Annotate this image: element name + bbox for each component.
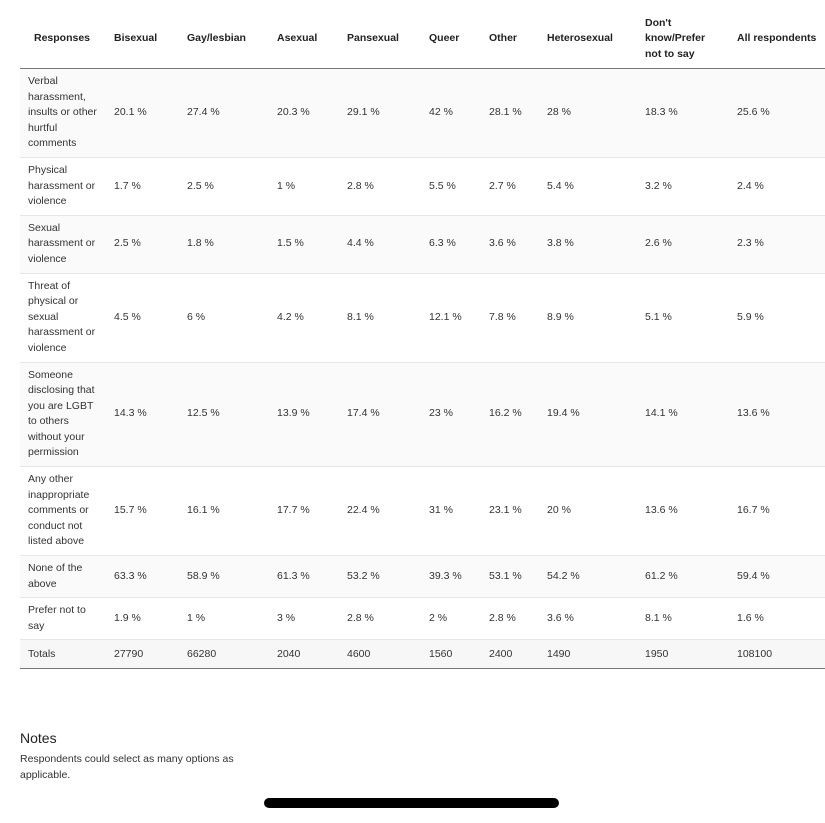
table-cell: 61.2 % [637, 556, 729, 598]
table-cell: 5.4 % [539, 157, 637, 215]
table-cell: 23 % [421, 362, 481, 467]
row-label: Someone disclosing that you are LGBT to others without your permission [20, 362, 106, 467]
totals-cell: 66280 [179, 640, 269, 669]
table-cell: 20 % [539, 467, 637, 556]
table-cell: 28.1 % [481, 69, 539, 158]
table-cell: 17.7 % [269, 467, 339, 556]
table-cell: 2.8 % [339, 598, 421, 640]
table-cell: 8.1 % [637, 598, 729, 640]
table-cell: 16.2 % [481, 362, 539, 467]
table-cell: 3.8 % [539, 215, 637, 273]
table-cell: 28 % [539, 69, 637, 158]
totals-label: Totals [20, 640, 106, 669]
totals-row [20, 640, 825, 669]
home-indicator[interactable] [264, 798, 559, 808]
table-cell: 59.4 % [729, 556, 825, 598]
table-cell: 2.3 % [729, 215, 825, 273]
row-label: Physical harassment or violence [20, 157, 106, 215]
row-label: Prefer not to say [20, 598, 106, 640]
table-cell: 42 % [421, 69, 481, 158]
table-cell: 14.1 % [637, 362, 729, 467]
table-cell: 1.5 % [269, 215, 339, 273]
totals-cell: 1490 [539, 640, 637, 669]
table-row [20, 69, 825, 158]
table-cell: 1.6 % [729, 598, 825, 640]
table-cell: 20.1 % [106, 69, 179, 158]
table-cell: 58.9 % [179, 556, 269, 598]
totals-cell: 4600 [339, 640, 421, 669]
row-label: Verbal harassment, insults or other hurtful comments [20, 69, 106, 158]
header-queer: Queer [421, 10, 481, 69]
totals-cell: 1950 [637, 640, 729, 669]
row-label: Any other inappropriate comments or conduct not listed above [20, 467, 106, 556]
table-cell: 8.1 % [339, 273, 421, 362]
table-cell: 4.4 % [339, 215, 421, 273]
table-cell: 25.6 % [729, 69, 825, 158]
table-cell: 29.1 % [339, 69, 421, 158]
table-cell: 39.3 % [421, 556, 481, 598]
header-asexual: Asexual [269, 10, 339, 69]
table-cell: 13.6 % [637, 467, 729, 556]
notes-section [20, 730, 280, 783]
table-cell: 2.5 % [106, 215, 179, 273]
results-table-container [20, 10, 825, 669]
notes-text: Respondents could select as many options as applicable. [20, 753, 234, 781]
table-cell: 31 % [421, 467, 481, 556]
table-row [20, 467, 825, 556]
table-cell: 20.3 % [269, 69, 339, 158]
totals-cell: 27790 [106, 640, 179, 669]
table-row [20, 273, 825, 362]
table-cell: 15.7 % [106, 467, 179, 556]
table-cell: 4.5 % [106, 273, 179, 362]
table-cell: 6.3 % [421, 215, 481, 273]
table-row [20, 215, 825, 273]
header-gay-lesbian: Gay/lesbian [179, 10, 269, 69]
table-cell: 3.2 % [637, 157, 729, 215]
table-cell: 54.2 % [539, 556, 637, 598]
table-cell: 7.8 % [481, 273, 539, 362]
table-cell: 1 % [269, 157, 339, 215]
table-cell: 53.1 % [481, 556, 539, 598]
table-cell: 17.4 % [339, 362, 421, 467]
header-row [20, 10, 825, 69]
table-cell: 1.7 % [106, 157, 179, 215]
table-cell: 3 % [269, 598, 339, 640]
row-label: None of the above [20, 556, 106, 598]
header-bisexual: Bisexual [106, 10, 179, 69]
table-cell: 2.6 % [637, 215, 729, 273]
table-cell: 13.6 % [729, 362, 825, 467]
table-cell: 4.2 % [269, 273, 339, 362]
table-cell: 27.4 % [179, 69, 269, 158]
table-cell: 19.4 % [539, 362, 637, 467]
results-table [20, 10, 825, 669]
table-body [20, 69, 825, 669]
header-heterosexual: Heterosexual [539, 10, 637, 69]
notes-title: Notes [20, 730, 57, 746]
table-row [20, 362, 825, 467]
table-cell: 1 % [179, 598, 269, 640]
table-cell: 5.1 % [637, 273, 729, 362]
table-cell: 14.3 % [106, 362, 179, 467]
header-other: Other [481, 10, 539, 69]
header-all-respondents: All respondents [729, 10, 825, 69]
table-cell: 53.2 % [339, 556, 421, 598]
table-cell: 3.6 % [481, 215, 539, 273]
table-row [20, 556, 825, 598]
row-label: Sexual harassment or violence [20, 215, 106, 273]
table-cell: 12.1 % [421, 273, 481, 362]
totals-cell: 108100 [729, 640, 825, 669]
table-cell: 8.9 % [539, 273, 637, 362]
table-cell: 2.4 % [729, 157, 825, 215]
table-cell: 22.4 % [339, 467, 421, 556]
table-cell: 18.3 % [637, 69, 729, 158]
header-dont-know: Don't know/Prefer not to say [637, 10, 729, 69]
table-header [20, 10, 825, 69]
table-cell: 13.9 % [269, 362, 339, 467]
table-cell: 1.9 % [106, 598, 179, 640]
table-cell: 3.6 % [539, 598, 637, 640]
table-cell: 12.5 % [179, 362, 269, 467]
table-row [20, 157, 825, 215]
table-cell: 5.9 % [729, 273, 825, 362]
table-cell: 2.8 % [339, 157, 421, 215]
row-label: Threat of physical or sexual harassment or violence [20, 273, 106, 362]
table-cell: 16.1 % [179, 467, 269, 556]
table-cell: 2.5 % [179, 157, 269, 215]
table-cell: 61.3 % [269, 556, 339, 598]
table-cell: 2.7 % [481, 157, 539, 215]
table-cell: 5.5 % [421, 157, 481, 215]
totals-cell: 2040 [269, 640, 339, 669]
totals-cell: 1560 [421, 640, 481, 669]
table-cell: 2.8 % [481, 598, 539, 640]
table-cell: 63.3 % [106, 556, 179, 598]
totals-cell: 2400 [481, 640, 539, 669]
table-cell: 1.8 % [179, 215, 269, 273]
table-cell: 2 % [421, 598, 481, 640]
header-pansexual: Pansexual [339, 10, 421, 69]
table-cell: 16.7 % [729, 467, 825, 556]
header-responses: Responses [20, 10, 106, 69]
table-row [20, 598, 825, 640]
table-cell: 23.1 % [481, 467, 539, 556]
table-cell: 6 % [179, 273, 269, 362]
